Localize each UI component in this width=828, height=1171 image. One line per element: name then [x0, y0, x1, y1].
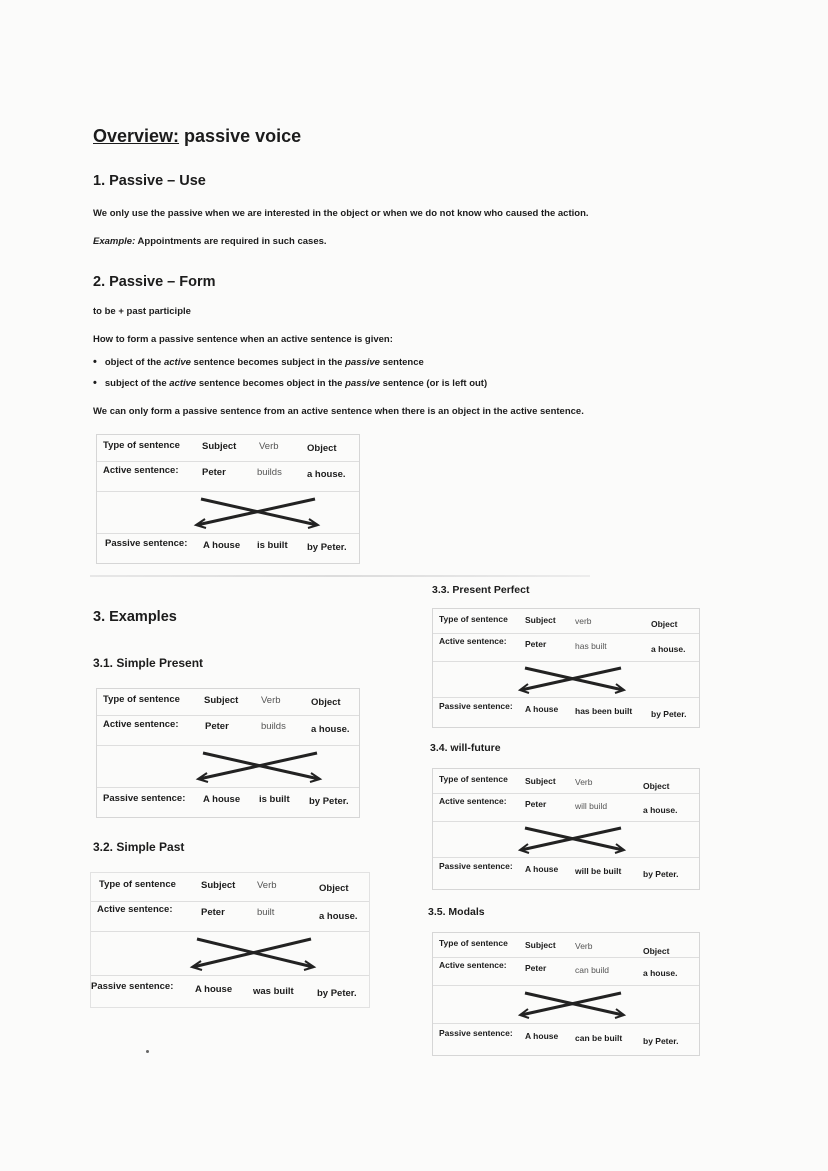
active-object: a house.: [651, 644, 686, 654]
active-verb: built: [257, 907, 275, 918]
section-1-text: We only use the passive when we are interested in the object or when we do not know who caused the action.: [93, 208, 589, 219]
header-subject: Subject: [525, 615, 556, 625]
table-header-row: [97, 689, 359, 716]
section-2-how: How to form a passive sentence when an active sentence is given:: [93, 334, 393, 345]
active-subject: Peter: [525, 639, 547, 649]
passive-verb: can be built: [575, 1033, 623, 1043]
passive-object: by Peter.: [317, 988, 357, 999]
table-active-row: [433, 793, 699, 822]
passive-object: by Peter.: [643, 1036, 679, 1046]
header-object: Object: [319, 883, 349, 894]
passive-verb: has been built: [575, 706, 633, 716]
table-cross-row: [433, 821, 699, 858]
page-title: Overview: passive voice: [93, 126, 302, 146]
table-active-row: [433, 633, 699, 662]
swap-arrows-icon: [517, 824, 627, 854]
passive-verb: is built: [259, 794, 290, 805]
section-2-heading: 2. Passive – Form: [93, 274, 216, 290]
stray-mark: [146, 1050, 149, 1053]
header-object: Object: [643, 946, 670, 956]
s32-heading: 3.2. Simple Past: [93, 840, 185, 854]
active-subject: Peter: [202, 467, 226, 478]
s32-table: [90, 872, 370, 1008]
table-header-row: [97, 435, 359, 462]
header-object: Object: [651, 619, 678, 629]
table-passive-row: [91, 975, 369, 1007]
s31-heading: 3.1. Simple Present: [93, 656, 204, 670]
active-label: Active sentence:: [439, 636, 507, 646]
passive-label: Passive sentence:: [439, 861, 513, 871]
form-table: [96, 434, 360, 564]
table-active-row: [97, 715, 359, 746]
passive-verb: was built: [253, 986, 294, 997]
header-type: Type of sentence: [103, 440, 180, 451]
table-active-row: [91, 901, 369, 932]
header-verb: Verb: [575, 941, 593, 951]
active-label: Active sentence:: [103, 465, 179, 476]
table-passive-row: [97, 787, 359, 817]
table-passive-row: [97, 533, 359, 563]
header-type: Type of sentence: [99, 879, 176, 890]
header-subject: Subject: [204, 695, 239, 706]
header-subject: Subject: [202, 441, 237, 452]
active-label: Active sentence:: [97, 904, 173, 915]
swap-arrows-icon: [517, 989, 627, 1019]
table-passive-row: [433, 857, 699, 889]
active-object: a house.: [307, 469, 346, 480]
active-verb: has built: [575, 641, 607, 651]
passive-object: by Peter.: [651, 709, 687, 719]
passive-object: by Peter.: [643, 869, 679, 879]
passive-label: Passive sentence:: [439, 1028, 513, 1038]
passive-subject: A house: [195, 984, 233, 995]
header-type: Type of sentence: [439, 938, 508, 948]
header-object: Object: [311, 697, 341, 708]
header-subject: Subject: [525, 776, 556, 786]
active-verb: will build: [575, 801, 608, 811]
passive-label: Passive sentence:: [439, 701, 513, 711]
header-subject: Subject: [525, 940, 556, 950]
section-2-note: We can only form a passive sentence from an active sentence when there is an object in the active sentence.: [93, 406, 584, 417]
swap-arrows-icon: [195, 749, 325, 783]
active-subject: Peter: [525, 799, 547, 809]
table-active-row: [433, 957, 699, 986]
active-object: a house.: [319, 911, 358, 922]
passive-label: Passive sentence:: [105, 538, 188, 549]
passive-subject: A house: [203, 794, 241, 805]
active-object: a house.: [311, 724, 350, 735]
s34-heading: 3.4. will-future: [430, 742, 501, 754]
table-cross-row: [433, 661, 699, 698]
table-header-row: [91, 873, 369, 902]
section-2-formula: to be + past participle: [93, 306, 191, 317]
section-divider: [90, 575, 590, 577]
passive-subject: A house: [525, 704, 559, 714]
header-type: Type of sentence: [439, 614, 508, 624]
swap-arrows-icon: [517, 664, 627, 694]
passive-label: Passive sentence:: [91, 981, 174, 992]
active-label: Active sentence:: [103, 719, 179, 730]
passive-verb: will be built: [575, 866, 622, 876]
active-verb: builds: [261, 721, 286, 732]
passive-object: by Peter.: [309, 796, 349, 807]
s35-heading: 3.5. Modals: [428, 906, 485, 918]
passive-label: Passive sentence:: [103, 793, 186, 804]
active-object: a house.: [643, 805, 678, 815]
swap-arrows-icon: [193, 495, 323, 529]
s33-table: [432, 608, 700, 728]
table-passive-row: [433, 1023, 699, 1055]
section-2-bullet-2: • subject of the active sentence becomes object in the passive sentence (or is left out): [93, 377, 487, 389]
table-active-row: [97, 461, 359, 492]
section-3-heading: 3. Examples: [93, 609, 177, 625]
section-1-heading: 1. Passive – Use: [93, 173, 206, 189]
s33-heading: 3.3. Present Perfect: [432, 584, 530, 596]
passive-verb: is built: [257, 540, 288, 551]
active-subject: Peter: [205, 721, 229, 732]
passive-subject: A house: [203, 540, 241, 551]
table-cross-row: [91, 931, 369, 976]
header-object: Object: [643, 781, 670, 791]
active-subject: Peter: [525, 963, 547, 973]
passive-subject: A house: [525, 864, 559, 874]
table-passive-row: [433, 697, 699, 727]
active-subject: Peter: [201, 907, 225, 918]
table-cross-row: [97, 491, 359, 534]
header-type: Type of sentence: [439, 774, 508, 784]
header-verb: Verb: [257, 880, 277, 891]
passive-subject: A house: [525, 1031, 559, 1041]
active-verb: builds: [257, 467, 282, 478]
s35-table: [432, 932, 700, 1056]
table-cross-row: [433, 985, 699, 1024]
section-1-example: Example: Appointments are required in such cases.: [93, 236, 327, 247]
header-object: Object: [307, 443, 337, 454]
table-header-row: [433, 609, 699, 634]
active-label: Active sentence:: [439, 796, 507, 806]
table-header-row: [433, 769, 699, 794]
header-verb: verb: [575, 616, 592, 626]
active-verb: can build: [575, 965, 610, 975]
header-verb: Verb: [259, 441, 279, 452]
swap-arrows-icon: [189, 935, 319, 971]
header-type: Type of sentence: [103, 694, 180, 705]
header-subject: Subject: [201, 880, 236, 891]
table-header-row: [433, 933, 699, 958]
active-label: Active sentence:: [439, 960, 507, 970]
passive-object: by Peter.: [307, 542, 347, 553]
s34-table: [432, 768, 700, 890]
header-verb: Verb: [261, 695, 281, 706]
header-verb: Verb: [575, 777, 593, 787]
table-cross-row: [97, 745, 359, 788]
section-2-bullet-1: • object of the active sentence becomes subject in the passive sentence: [93, 356, 424, 368]
s31-table: [96, 688, 360, 818]
active-object: a house.: [643, 968, 678, 978]
